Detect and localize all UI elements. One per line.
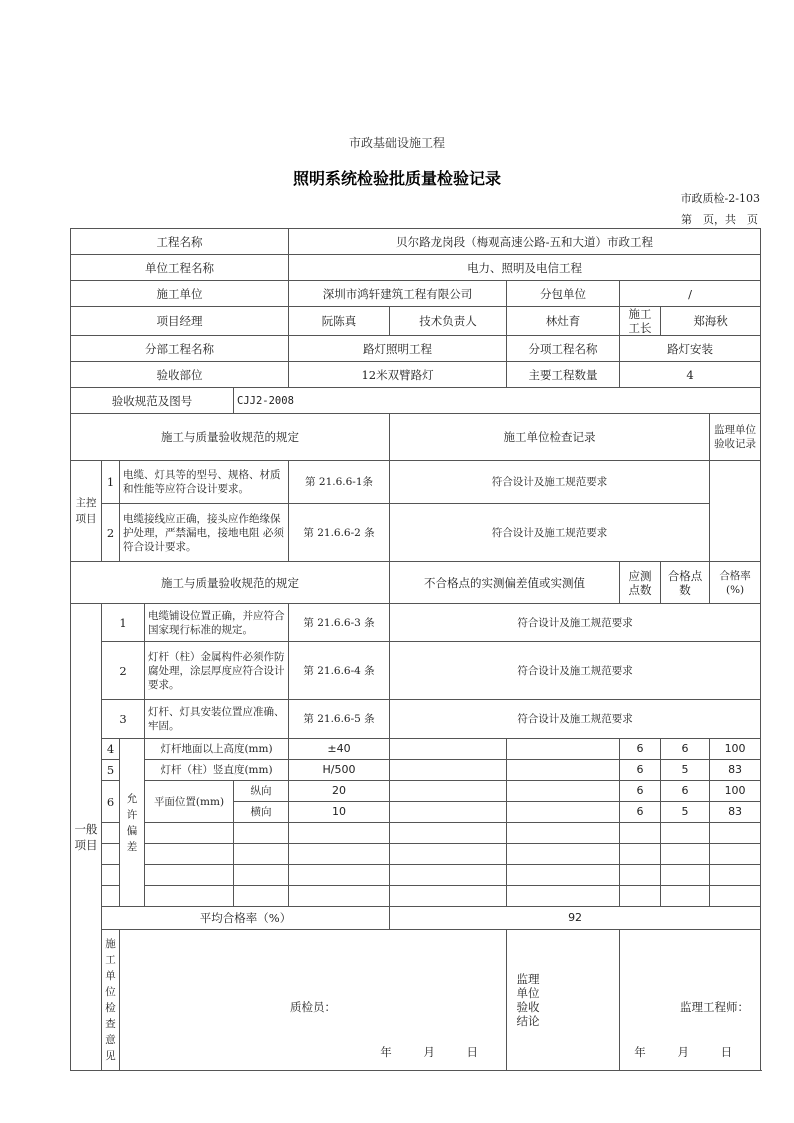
org-title: 市政基础设施工程 bbox=[348, 136, 445, 150]
item-text: 电缆接线应正确，接头应作绝缘保护处理，严禁漏电，接地电阻 必须符合设计要求。 bbox=[120, 504, 289, 562]
general-spec-header: 施工与质量验收规范的规定 bbox=[71, 562, 390, 604]
item-text: 电缆铺设位置正确，并应符合国家现行标准的规定。 bbox=[145, 604, 289, 642]
contractor-date: 年 月 日 bbox=[380, 1045, 479, 1059]
dev-pass: 6 bbox=[661, 739, 710, 760]
supervisor-cell bbox=[710, 461, 761, 562]
pass-header: 合格点数 bbox=[661, 562, 710, 604]
item-no: 2 bbox=[102, 642, 145, 700]
item-no: 1 bbox=[102, 461, 120, 504]
contractor-label: 施工单位 bbox=[71, 281, 289, 307]
main-spec-header: 施工与质量验收规范的规定 bbox=[71, 414, 390, 461]
rate-header: 合格率(%) bbox=[710, 562, 761, 604]
deviation-cell bbox=[390, 802, 507, 823]
dev-tolerance: H/500 bbox=[289, 760, 390, 781]
inspector-label: 质检员： bbox=[290, 1000, 337, 1014]
supervisor-opinion-label: 监理单位验收结论 bbox=[516, 972, 540, 1028]
plane-label: 平面位置(mm) bbox=[145, 781, 234, 823]
empty-row bbox=[71, 844, 761, 865]
item-no: 4 bbox=[102, 739, 120, 760]
main-group-label: 主控项目 bbox=[71, 461, 102, 562]
item-label: 分项工程名称 bbox=[507, 336, 620, 362]
std-label: 验收规范及图号 bbox=[71, 388, 234, 414]
item-clause: 第 21.6.6-3 条 bbox=[289, 604, 390, 642]
pm-value: 阮陈真 bbox=[289, 307, 390, 336]
dev-tolerance: 20 bbox=[289, 781, 390, 802]
empty-row bbox=[71, 823, 761, 844]
supervisor-header: 监理单位验收记录 bbox=[710, 414, 761, 461]
dev-points: 6 bbox=[620, 781, 661, 802]
item-record: 符合设计及施工规范要求 bbox=[390, 604, 761, 642]
dev-rate: 83 bbox=[710, 802, 761, 823]
division-label: 分部工程名称 bbox=[71, 336, 289, 362]
supervisor-opinion-label-cell bbox=[507, 930, 620, 1071]
project-label: 工程名称 bbox=[71, 229, 289, 255]
supervisor-date: 年 月 日 bbox=[634, 1045, 733, 1059]
page-title: 照明系统检验批质量检验记录 bbox=[292, 169, 501, 188]
item-no: 3 bbox=[102, 700, 145, 739]
dev-pass: 5 bbox=[661, 760, 710, 781]
dev-label: 灯杆（柱）竖直度(mm) bbox=[145, 760, 289, 781]
sub-value: / bbox=[620, 281, 761, 307]
foreman-label: 施工工长 bbox=[620, 307, 661, 336]
empty-row bbox=[71, 865, 761, 886]
pm-label: 项目经理 bbox=[71, 307, 289, 336]
item-record: 符合设计及施工规范要求 bbox=[390, 642, 761, 700]
unit-value: 电力、照明及电信工程 bbox=[289, 255, 761, 281]
qty-value: 4 bbox=[620, 362, 761, 388]
dev-rate: 83 bbox=[710, 760, 761, 781]
item-text: 灯杆（柱）金属构件必须作防腐处理，涂层厚度应符合设计要求。 bbox=[145, 642, 289, 700]
item-clause: 第 21.6.6-4 条 bbox=[289, 642, 390, 700]
form-code: 市政质检-2-103 bbox=[680, 192, 760, 205]
dev-tolerance: ±40 bbox=[289, 739, 390, 760]
tech-value: 林灶育 bbox=[507, 307, 620, 336]
item-text: 灯杆、灯具安装位置应准确、牢固。 bbox=[145, 700, 289, 739]
item-clause: 第 21.6.6-2 条 bbox=[289, 504, 390, 562]
location-label: 验收部位 bbox=[71, 362, 289, 388]
division-value: 路灯照明工程 bbox=[289, 336, 507, 362]
foreman-value: 郑海秋 bbox=[661, 307, 761, 336]
allow-label: 允许偏差 bbox=[120, 739, 145, 907]
item-no: 2 bbox=[102, 504, 120, 562]
std-value: CJJ2-2008 bbox=[234, 388, 761, 414]
dev-points: 6 bbox=[620, 760, 661, 781]
avg-label: 平均合格率（%） bbox=[102, 907, 390, 930]
item-record: 符合设计及施工规范要求 bbox=[390, 700, 761, 739]
dev-pass: 6 bbox=[661, 781, 710, 802]
general-group-label: 一般项目 bbox=[71, 604, 102, 1071]
item-text: 电缆、灯具等的型号、规格、材质和性能等应符合设计要求。 bbox=[120, 461, 289, 504]
project-value: 贝尔路龙岗段（梅观高速公路-五和大道）市政工程 bbox=[289, 229, 761, 255]
dev-pass: 5 bbox=[661, 802, 710, 823]
item-clause: 第 21.6.6-5 条 bbox=[289, 700, 390, 739]
deviation-cell bbox=[507, 760, 620, 781]
qty-label: 主要工程数量 bbox=[507, 362, 620, 388]
sub-label: 分包单位 bbox=[507, 281, 620, 307]
page-info: 第 页，共 页 bbox=[681, 213, 758, 226]
inspection-table bbox=[70, 228, 761, 1071]
item-clause: 第 21.6.6-1条 bbox=[289, 461, 390, 504]
dev-rate: 100 bbox=[710, 781, 761, 802]
dev-tolerance: 10 bbox=[289, 802, 390, 823]
deviation-cell bbox=[507, 802, 620, 823]
main-record-header: 施工单位检查记录 bbox=[390, 414, 710, 461]
points-header: 应测点数 bbox=[620, 562, 661, 604]
item-no: 1 bbox=[102, 604, 145, 642]
deviation-header: 不合格点的实测偏差值或实测值 bbox=[390, 562, 620, 604]
contractor-opinion-label: 施工单位检查意见 bbox=[102, 930, 120, 1071]
dev-rate: 100 bbox=[710, 739, 761, 760]
unit-label: 单位工程名称 bbox=[71, 255, 289, 281]
contractor-opinion-cell bbox=[120, 930, 507, 1071]
plane-dir: 纵向 bbox=[234, 781, 289, 802]
deviation-cell bbox=[507, 781, 620, 802]
location-value: 12米双臂路灯 bbox=[289, 362, 507, 388]
item-no: 5 bbox=[102, 760, 120, 781]
item-no: 6 bbox=[102, 781, 120, 823]
contractor-value: 深圳市鸿轩建筑工程有限公司 bbox=[289, 281, 507, 307]
avg-value: 92 bbox=[390, 907, 761, 930]
item-record: 符合设计及施工规范要求 bbox=[390, 461, 710, 504]
tech-label: 技术负责人 bbox=[390, 307, 507, 336]
plane-dir: 横向 bbox=[234, 802, 289, 823]
deviation-cell bbox=[390, 739, 507, 760]
item-value: 路灯安装 bbox=[620, 336, 761, 362]
dev-points: 6 bbox=[620, 739, 661, 760]
dev-label: 灯杆地面以上高度(mm) bbox=[145, 739, 289, 760]
supervisor-opinion-cell bbox=[620, 930, 761, 1071]
deviation-cell bbox=[390, 781, 507, 802]
dev-points: 6 bbox=[620, 802, 661, 823]
deviation-cell bbox=[507, 739, 620, 760]
empty-row bbox=[71, 886, 761, 907]
engineer-label: 监理工程师： bbox=[680, 1000, 750, 1014]
item-record: 符合设计及施工规范要求 bbox=[390, 504, 710, 562]
deviation-cell bbox=[390, 760, 507, 781]
